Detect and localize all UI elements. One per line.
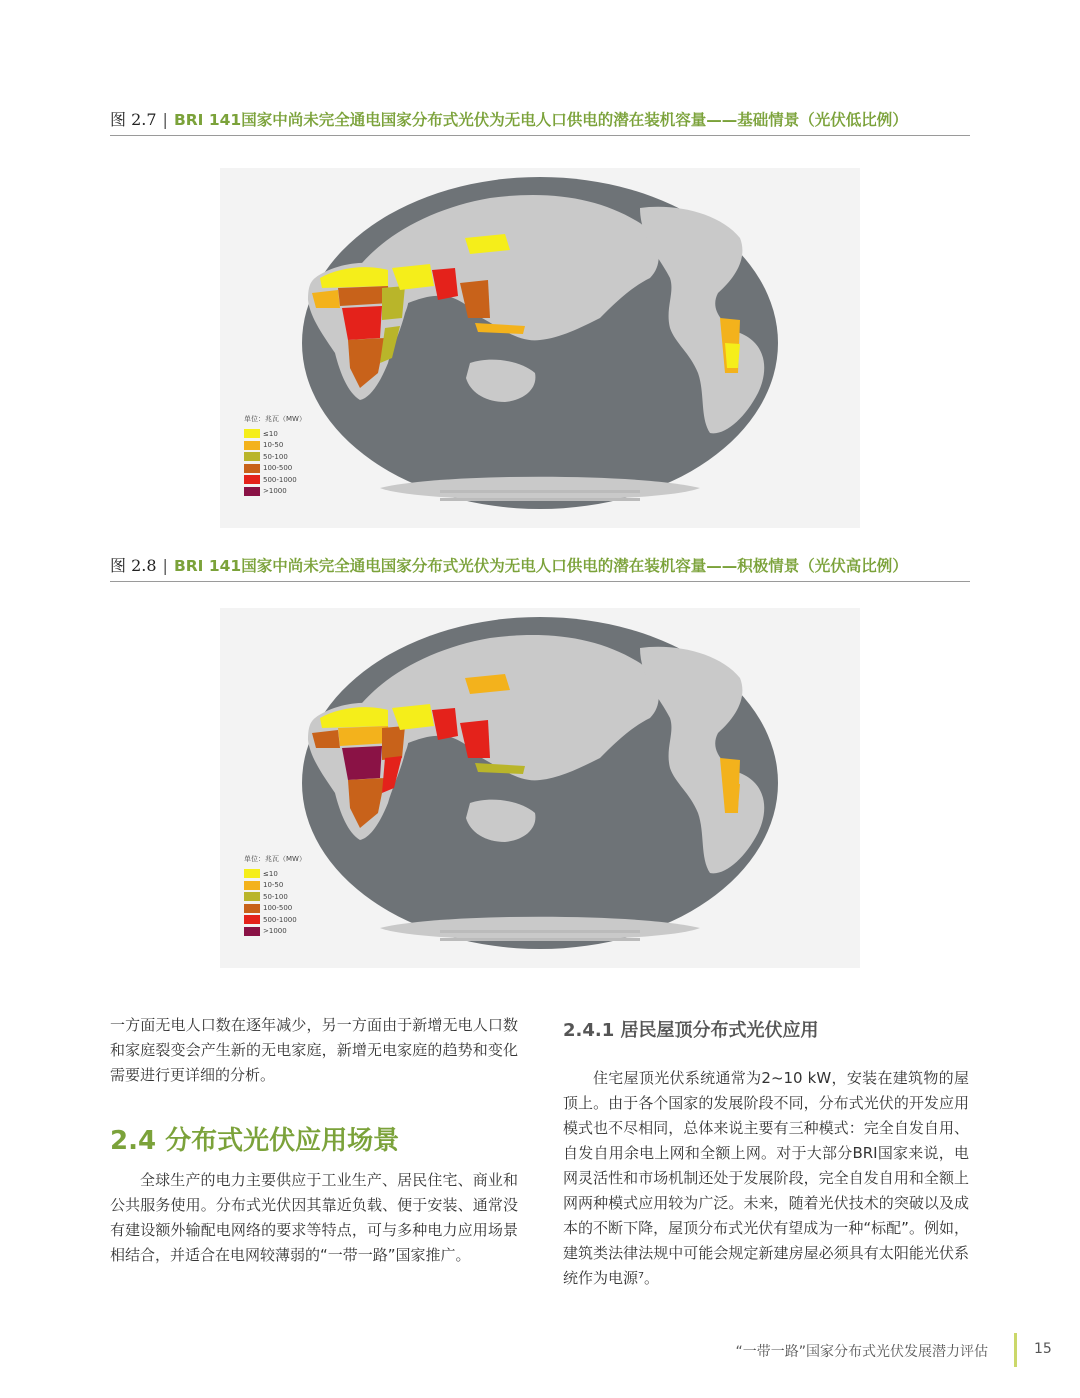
legend-item	[244, 451, 306, 463]
figure-number: 图 2.7	[110, 110, 157, 129]
world-map-figure-2-8	[220, 608, 860, 968]
legend-swatch	[244, 475, 260, 484]
legend-label: 500-1000	[263, 915, 297, 924]
legend-label: >1000	[263, 487, 287, 496]
south-america-highlands	[725, 783, 740, 808]
map-notes	[440, 498, 640, 501]
map-notes	[440, 930, 640, 933]
section-title: 2.4 分布式光伏应用场景	[110, 1126, 400, 1156]
legend-swatch	[244, 487, 260, 496]
subsection-title: 2.4.1 居民屋顶分布式光伏应用	[563, 1020, 819, 1041]
legend-label: ≤10	[263, 429, 278, 438]
figure-number: 图 2.8	[110, 556, 157, 575]
legend-title: 单位：兆瓦（MW）	[244, 415, 306, 423]
map-legend	[244, 414, 306, 497]
figure-caption-2-7	[110, 105, 970, 136]
africa-west	[312, 730, 340, 748]
map-notes	[440, 490, 640, 493]
figure-title: BRI 141国家中尚未完全通电国家分布式光伏为无电人口供电的潜在装机容量——积极情景（光伏高比例）	[173, 557, 908, 575]
footer-divider	[1014, 1333, 1017, 1367]
legend-item	[244, 474, 306, 486]
legend-label: ≤10	[263, 869, 278, 878]
map-notes	[440, 938, 640, 941]
legend-item	[244, 891, 306, 903]
legend-swatch	[244, 881, 260, 890]
legend-swatch	[244, 892, 260, 901]
subsection-body: 住宅屋顶光伏系统通常为2~10 kW，安装在建筑物的屋顶上。由于各个国家的发展阶段不同，分布式光伏的开发应用模式也不尽相同，总体来说主要有三种模式：完全自发自用、自发自用余电上网和全额上网。对于大部分BRI国家来说，电网灵活性和市场机制还处于发展阶段，完全自发自用和全额上网两种模式应用较为广泛。未来，随着光伏技术的突破以及成本的不断下降，屋顶分布式光伏有望成为一种“标配”。例如，建筑类法律法规中可能会规定新建房屋必须具有太阳能光伏系统作为电源⁷。	[563, 1069, 969, 1287]
legend-item	[244, 926, 306, 938]
world-map-svg	[220, 168, 860, 528]
legend-item	[244, 868, 306, 880]
page-number: 15	[1034, 1341, 1052, 1357]
legend-item	[244, 440, 306, 452]
world-map-svg	[220, 608, 860, 968]
legend-swatch	[244, 429, 260, 438]
map-legend	[244, 854, 306, 937]
legend-item	[244, 880, 306, 892]
legend-swatch	[244, 915, 260, 924]
legend-label: 10-50	[263, 881, 284, 890]
africa-central	[342, 746, 382, 780]
legend-item	[244, 486, 306, 498]
africa-east	[382, 726, 405, 760]
figure-title: BRI 141国家中尚未完全通电国家分布式光伏为无电人口供电的潜在装机容量——基础情景（光伏低比例）	[173, 111, 908, 129]
legend-swatch	[244, 869, 260, 878]
legend-label: 500-1000	[263, 475, 297, 484]
legend-label: 50-100	[263, 452, 288, 461]
legend-item	[244, 903, 306, 915]
africa-central	[342, 306, 382, 340]
legend-label: 100-500	[263, 464, 293, 473]
legend-label: 50-100	[263, 892, 288, 901]
legend-swatch	[244, 927, 260, 936]
world-map-figure-2-7	[220, 168, 860, 528]
legend-item	[244, 463, 306, 475]
legend-item	[244, 914, 306, 926]
legend-swatch	[244, 904, 260, 913]
legend-swatch	[244, 452, 260, 461]
caption-separator: |	[162, 110, 168, 129]
legend-swatch	[244, 441, 260, 450]
figure-caption-2-8	[110, 551, 970, 582]
africa-west	[312, 290, 340, 308]
section-body: 全球生产的电力主要供应于工业生产、居民住宅、商业和公共服务使用。分布式光伏因其靠近负载、便于安装、通常没有建设额外输配电网络的要求等特点，可与多种电力应用场景相结合，并适合在电网较薄弱的“一带一路”国家推广。	[110, 1171, 518, 1264]
legend-label: 10-50	[263, 441, 284, 450]
africa-east	[382, 286, 405, 320]
intro-paragraph: 一方面无电人口数在逐年减少，另一方面由于新增无电人口数和家庭裂变会产生新的无电家庭，新增无电家庭的趋势和变化需要进行更详细的分析。	[110, 1016, 518, 1084]
caption-separator: |	[162, 556, 168, 575]
south-america-highlands	[725, 343, 740, 368]
legend-title: 单位：兆瓦（MW）	[244, 855, 306, 863]
footer-publication-title: “一带一路”国家分布式光伏发展潜力评估	[735, 1344, 988, 1360]
legend-label: >1000	[263, 927, 287, 936]
legend-item	[244, 428, 306, 440]
legend-swatch	[244, 464, 260, 473]
legend-label: 100-500	[263, 904, 293, 913]
